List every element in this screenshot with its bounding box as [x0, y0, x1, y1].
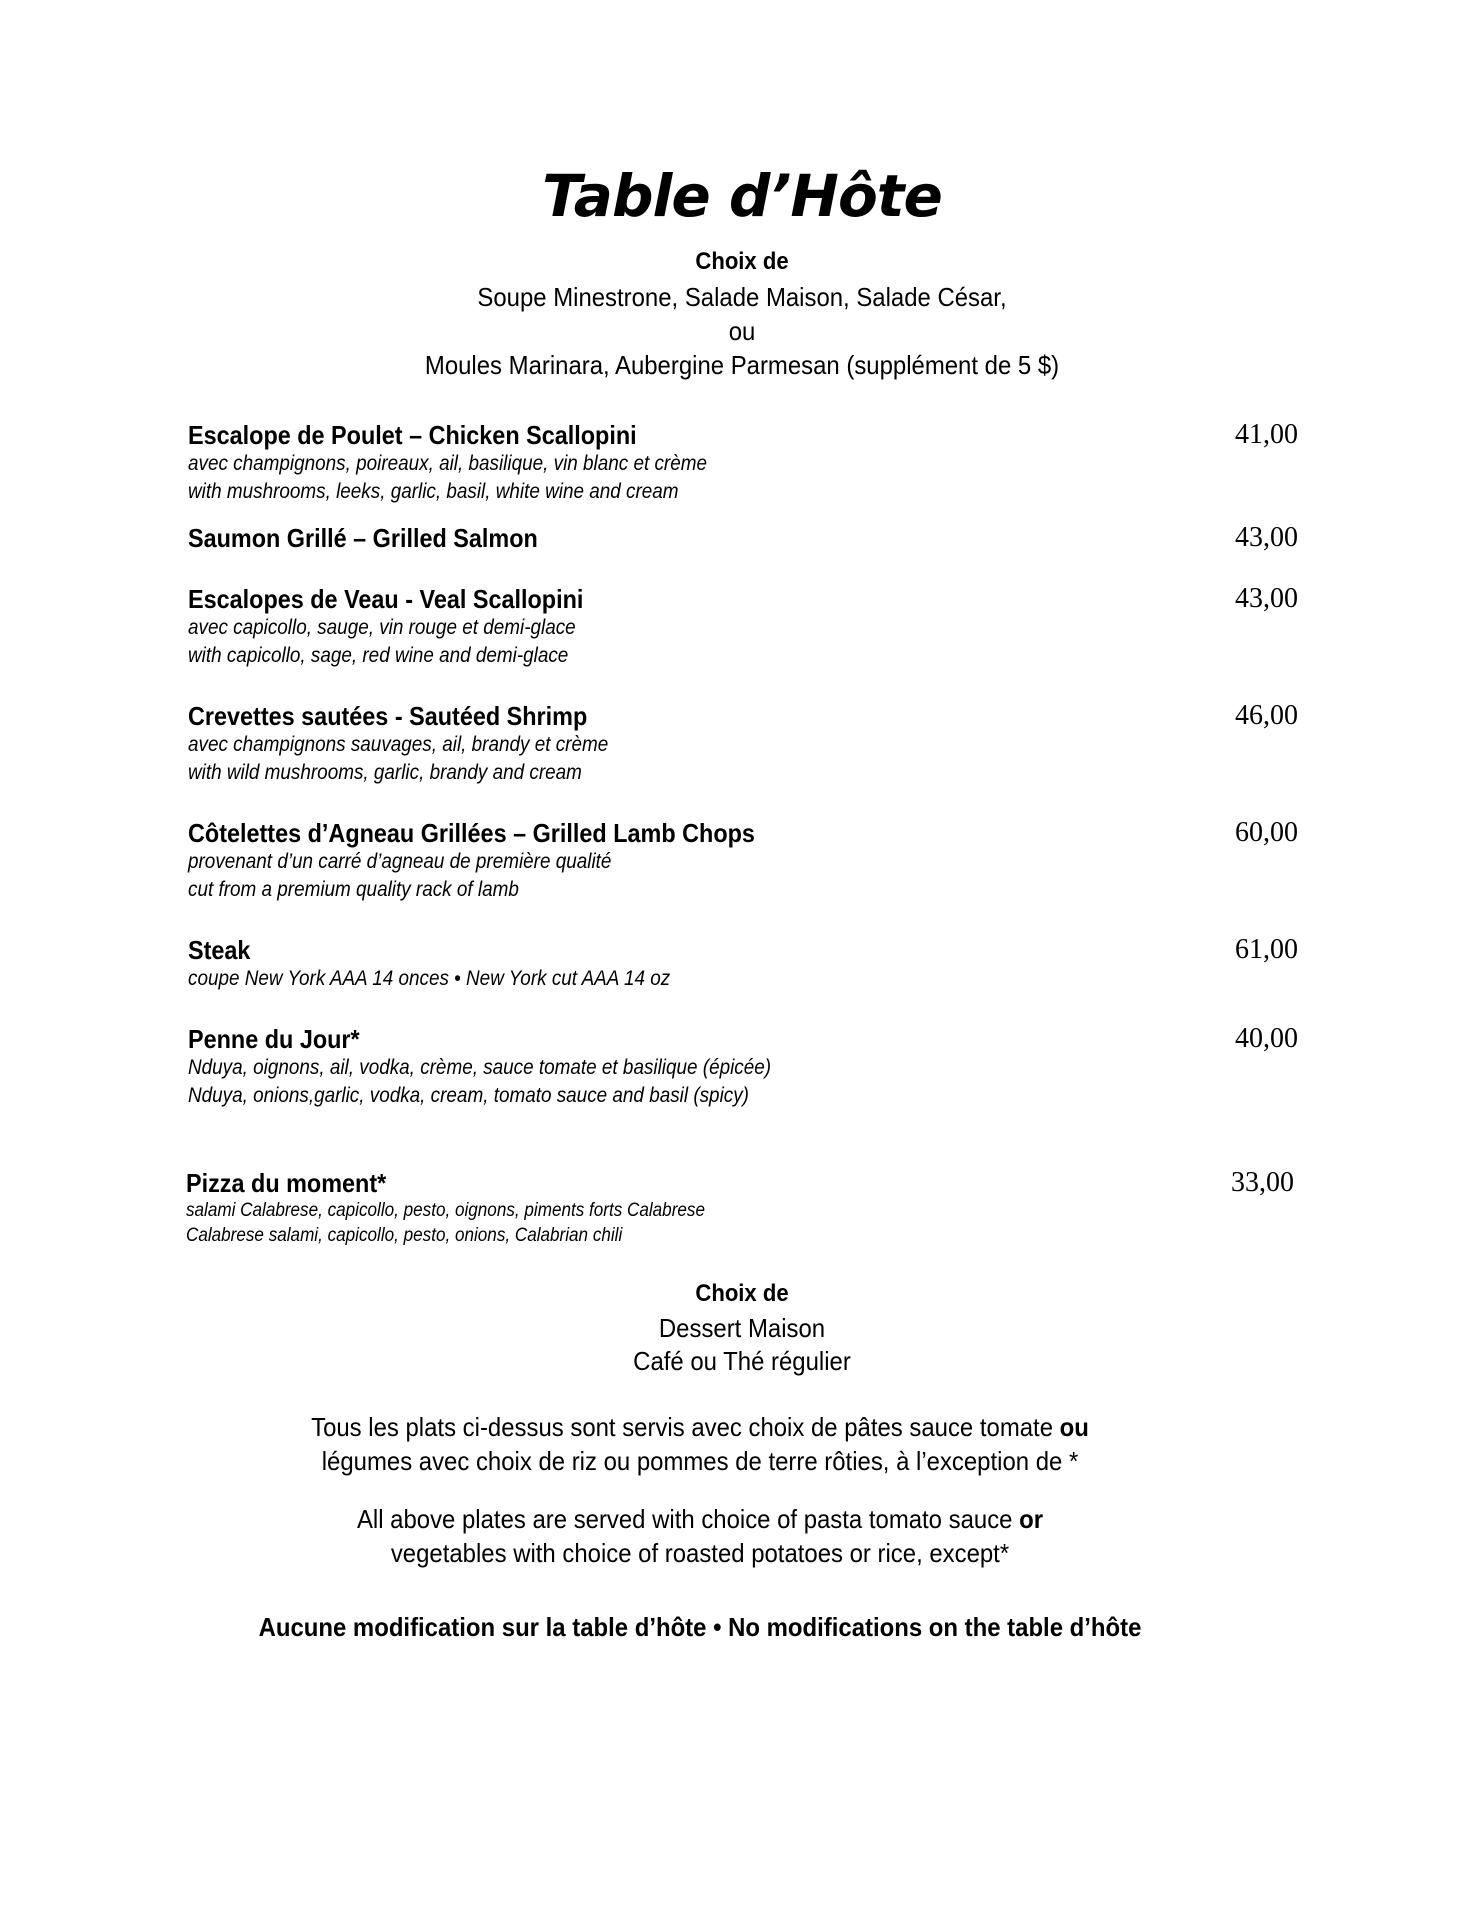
menu-item-pizza — [186, 1168, 1296, 1248]
item-name: Steak — [188, 935, 251, 965]
note-english-line-2: vegetables with choice of roasted potatoes or rice, except* — [390, 1538, 1010, 1568]
starters-line-1: Soupe Minestrone, Salade Maison, Salade César, — [477, 282, 1007, 312]
item-desc-fr: avec champignons, poireaux, ail, basilique, vin blanc et crème — [188, 452, 707, 475]
item-desc-en: with wild mushrooms, garlic, brandy and cream — [188, 761, 582, 784]
item-name: Penne du Jour* — [188, 1024, 360, 1054]
menu-item-shrimp — [188, 701, 1298, 787]
menu-item-chicken — [188, 420, 1298, 506]
note-english — [56, 1502, 1344, 1570]
desserts-line-2: Café ou Thé régulier — [633, 1346, 851, 1376]
item-price: 41,00 — [1235, 419, 1298, 450]
no-modifications-note: Aucune modification sur la table d’hôte • No modifications on the table d’hôte — [258, 1612, 1142, 1642]
menu-item-penne — [188, 1024, 1298, 1110]
item-price: 61,00 — [1235, 934, 1298, 965]
item-desc-en: with mushrooms, leeks, garlic, basil, white wine and cream — [188, 480, 679, 503]
item-desc-fr: provenant d’un carré d’agneau de première qualité — [188, 850, 612, 873]
item-name: Côtelettes d’Agneau Grillées – Grilled Lamb Chops — [188, 818, 755, 848]
page-title: Table d’Hôte — [542, 162, 942, 230]
item-name: Pizza du moment* — [186, 1168, 387, 1198]
item-name: Saumon Grillé – Grilled Salmon — [188, 523, 538, 553]
item-price: 60,00 — [1235, 817, 1298, 848]
item-name: Escalopes de Veau - Veal Scallopini — [188, 584, 584, 614]
starters-section — [0, 244, 1484, 382]
menu-item-steak — [188, 935, 1298, 993]
desserts-line-1: Dessert Maison — [658, 1313, 826, 1343]
note-english-text: All above plates are served with choice of pasta tomato sauce — [356, 1504, 1020, 1534]
item-desc-fr: avec capicollo, sauge, vin rouge et demi-glace — [188, 616, 576, 639]
starters-line-2: Moules Marinara, Aubergine Parmesan (supplément de 5 $) — [424, 350, 1060, 380]
item-name: Crevettes sautées - Sautéed Shrimp — [188, 701, 588, 731]
item-desc-en: Nduya, onions,garlic, vodka, cream, tomato sauce and basil (spicy) — [188, 1084, 749, 1107]
menu-item-lamb — [188, 818, 1298, 904]
item-desc-fr: coupe New York AAA 14 onces • New York cut AAA 14 oz — [188, 967, 671, 990]
item-name: Escalope de Poulet – Chicken Scallopini — [188, 420, 637, 450]
note-french-line-2: légumes avec choix de riz ou pommes de terre rôties, à l’exception de * — [321, 1446, 1079, 1476]
item-price: 46,00 — [1235, 700, 1298, 731]
menu-item-veal — [188, 584, 1298, 670]
item-desc-en: cut from a premium quality rack of lamb — [188, 878, 519, 901]
desserts-section — [0, 1276, 1484, 1378]
item-price: 33,00 — [1231, 1167, 1294, 1198]
item-price: 43,00 — [1235, 522, 1298, 553]
note-french-text: Tous les plats ci-dessus sont servis avec choix de pâtes sauce tomate — [311, 1412, 1060, 1442]
item-price: 40,00 — [1235, 1023, 1298, 1054]
item-desc-fr: Nduya, oignons, ail, vodka, crème, sauce tomate et basilique (épicée) — [188, 1056, 772, 1079]
item-price: 43,00 — [1235, 583, 1298, 614]
item-desc-fr: salami Calabrese, capicollo, pesto, oignons, piments forts Calabrese — [186, 1200, 705, 1221]
item-desc-en: with capicollo, sage, red wine and demi-glace — [188, 644, 569, 667]
note-french — [56, 1410, 1344, 1478]
desserts-heading: Choix de — [695, 1280, 789, 1307]
starters-line-or: ou — [728, 316, 756, 346]
note-french-bold: ou — [1059, 1412, 1089, 1442]
note-english-bold: or — [1019, 1504, 1044, 1534]
menu-item-salmon — [188, 523, 1298, 553]
starters-heading: Choix de — [695, 248, 789, 275]
item-desc-fr: avec champignons sauvages, ail, brandy et crème — [188, 733, 609, 756]
item-desc-en: Calabrese salami, capicollo, pesto, onions, Calabrian chili — [186, 1225, 623, 1246]
